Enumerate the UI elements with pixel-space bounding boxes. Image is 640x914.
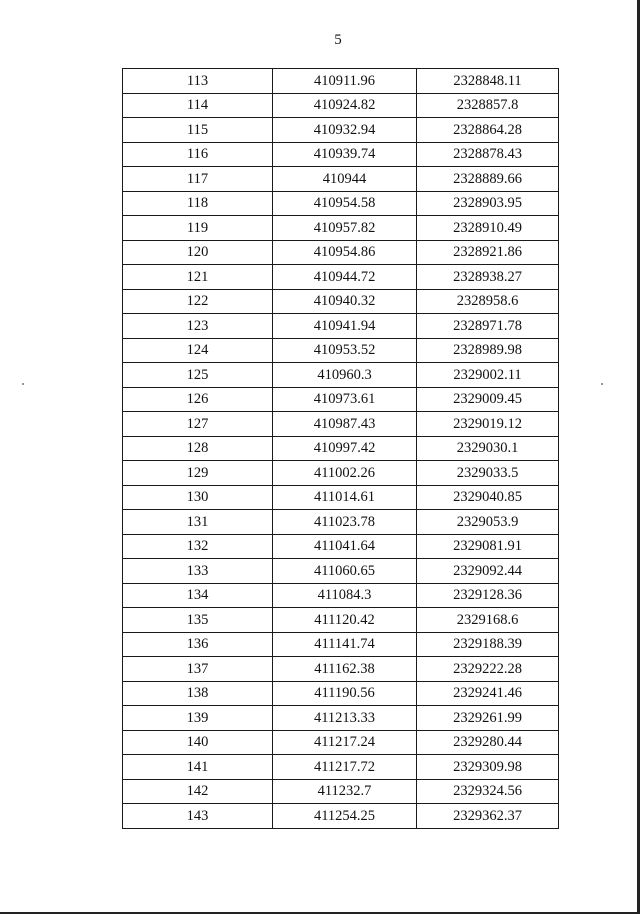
x-coordinate-cell: 411217.24 [273, 730, 417, 755]
x-coordinate-cell: 411141.74 [273, 632, 417, 657]
x-coordinate-cell: 410944 [273, 167, 417, 192]
x-coordinate-cell: 411023.78 [273, 510, 417, 535]
point-number-cell: 134 [123, 583, 273, 608]
table-row [123, 412, 559, 437]
table-row [123, 240, 559, 265]
x-coordinate-cell: 410911.96 [273, 69, 417, 94]
page-number: 5 [334, 32, 342, 48]
point-number-cell: 116 [123, 142, 273, 167]
scan-speck [22, 383, 24, 385]
x-coordinate-cell: 410940.32 [273, 289, 417, 314]
table-row [123, 681, 559, 706]
x-coordinate-cell: 410932.94 [273, 118, 417, 143]
point-number-cell: 128 [123, 436, 273, 461]
x-coordinate-cell: 411041.64 [273, 534, 417, 559]
table-row [123, 510, 559, 535]
table-row [123, 804, 559, 829]
y-coordinate-cell: 2329081.91 [417, 534, 559, 559]
table-row [123, 338, 559, 363]
y-coordinate-cell: 2329261.99 [417, 706, 559, 731]
x-coordinate-cell: 410957.82 [273, 216, 417, 241]
y-coordinate-cell: 2329009.45 [417, 387, 559, 412]
table-row [123, 559, 559, 584]
point-number-cell: 129 [123, 461, 273, 486]
y-coordinate-cell: 2329030.1 [417, 436, 559, 461]
table-row [123, 93, 559, 118]
y-coordinate-cell: 2328889.66 [417, 167, 559, 192]
y-coordinate-cell: 2328910.49 [417, 216, 559, 241]
table-row [123, 167, 559, 192]
table-row [123, 191, 559, 216]
point-number-cell: 140 [123, 730, 273, 755]
table-row [123, 314, 559, 339]
y-coordinate-cell: 2329222.28 [417, 657, 559, 682]
x-coordinate-cell: 410997.42 [273, 436, 417, 461]
point-number-cell: 133 [123, 559, 273, 584]
table-row [123, 608, 559, 633]
point-number-cell: 126 [123, 387, 273, 412]
table-row [123, 485, 559, 510]
y-coordinate-cell: 2329128.36 [417, 583, 559, 608]
point-number-cell: 135 [123, 608, 273, 633]
y-coordinate-cell: 2329168.6 [417, 608, 559, 633]
x-coordinate-cell: 411084.3 [273, 583, 417, 608]
point-number-cell: 132 [123, 534, 273, 559]
table-row [123, 583, 559, 608]
x-coordinate-cell: 411060.65 [273, 559, 417, 584]
point-number-cell: 130 [123, 485, 273, 510]
y-coordinate-cell: 2329033.5 [417, 461, 559, 486]
point-number-cell: 114 [123, 93, 273, 118]
point-number-cell: 124 [123, 338, 273, 363]
point-number-cell: 137 [123, 657, 273, 682]
point-number-cell: 127 [123, 412, 273, 437]
x-coordinate-cell: 411120.42 [273, 608, 417, 633]
y-coordinate-cell: 2329309.98 [417, 755, 559, 780]
y-coordinate-cell: 2329241.46 [417, 681, 559, 706]
y-coordinate-cell: 2329002.11 [417, 363, 559, 388]
y-coordinate-cell: 2328958.6 [417, 289, 559, 314]
table-row [123, 216, 559, 241]
y-coordinate-cell: 2328921.86 [417, 240, 559, 265]
table-row [123, 387, 559, 412]
x-coordinate-cell: 411002.26 [273, 461, 417, 486]
y-coordinate-cell: 2329188.39 [417, 632, 559, 657]
table-row [123, 265, 559, 290]
coordinate-table-body [123, 69, 559, 829]
point-number-cell: 141 [123, 755, 273, 780]
y-coordinate-cell: 2329019.12 [417, 412, 559, 437]
x-coordinate-cell: 410953.52 [273, 338, 417, 363]
x-coordinate-cell: 410944.72 [273, 265, 417, 290]
point-number-cell: 136 [123, 632, 273, 657]
point-number-cell: 121 [123, 265, 273, 290]
point-number-cell: 118 [123, 191, 273, 216]
y-coordinate-cell: 2328864.28 [417, 118, 559, 143]
y-coordinate-cell: 2328938.27 [417, 265, 559, 290]
table-row [123, 534, 559, 559]
x-coordinate-cell: 410987.43 [273, 412, 417, 437]
table-row [123, 142, 559, 167]
x-coordinate-cell: 410954.58 [273, 191, 417, 216]
x-coordinate-cell: 410973.61 [273, 387, 417, 412]
table-row [123, 289, 559, 314]
y-coordinate-cell: 2329092.44 [417, 559, 559, 584]
x-coordinate-cell: 410924.82 [273, 93, 417, 118]
table-row [123, 461, 559, 486]
table-row [123, 657, 559, 682]
y-coordinate-cell: 2329053.9 [417, 510, 559, 535]
point-number-cell: 123 [123, 314, 273, 339]
x-coordinate-cell: 411190.56 [273, 681, 417, 706]
table-row [123, 755, 559, 780]
table-row [123, 436, 559, 461]
x-coordinate-cell: 411232.7 [273, 779, 417, 804]
x-coordinate-cell: 410954.86 [273, 240, 417, 265]
point-number-cell: 138 [123, 681, 273, 706]
x-coordinate-cell: 411014.61 [273, 485, 417, 510]
y-coordinate-cell: 2329040.85 [417, 485, 559, 510]
y-coordinate-cell: 2328878.43 [417, 142, 559, 167]
point-number-cell: 117 [123, 167, 273, 192]
x-coordinate-cell: 410960.3 [273, 363, 417, 388]
y-coordinate-cell: 2329280.44 [417, 730, 559, 755]
point-number-cell: 122 [123, 289, 273, 314]
x-coordinate-cell: 410941.94 [273, 314, 417, 339]
point-number-cell: 142 [123, 779, 273, 804]
x-coordinate-cell: 411217.72 [273, 755, 417, 780]
y-coordinate-cell: 2328857.8 [417, 93, 559, 118]
coordinate-table [122, 68, 559, 829]
y-coordinate-cell: 2328971.78 [417, 314, 559, 339]
point-number-cell: 143 [123, 804, 273, 829]
y-coordinate-cell: 2329362.37 [417, 804, 559, 829]
table-row [123, 363, 559, 388]
x-coordinate-cell: 411162.38 [273, 657, 417, 682]
x-coordinate-cell: 411213.33 [273, 706, 417, 731]
table-row [123, 730, 559, 755]
y-coordinate-cell: 2328903.95 [417, 191, 559, 216]
y-coordinate-cell: 2328848.11 [417, 69, 559, 94]
table-row [123, 706, 559, 731]
table-row [123, 118, 559, 143]
table-row [123, 632, 559, 657]
table-row [123, 69, 559, 94]
point-number-cell: 115 [123, 118, 273, 143]
point-number-cell: 120 [123, 240, 273, 265]
point-number-cell: 119 [123, 216, 273, 241]
table-row [123, 779, 559, 804]
point-number-cell: 131 [123, 510, 273, 535]
point-number-cell: 139 [123, 706, 273, 731]
y-coordinate-cell: 2329324.56 [417, 779, 559, 804]
point-number-cell: 113 [123, 69, 273, 94]
x-coordinate-cell: 411254.25 [273, 804, 417, 829]
point-number-cell: 125 [123, 363, 273, 388]
x-coordinate-cell: 410939.74 [273, 142, 417, 167]
y-coordinate-cell: 2328989.98 [417, 338, 559, 363]
scan-speck [601, 383, 603, 385]
